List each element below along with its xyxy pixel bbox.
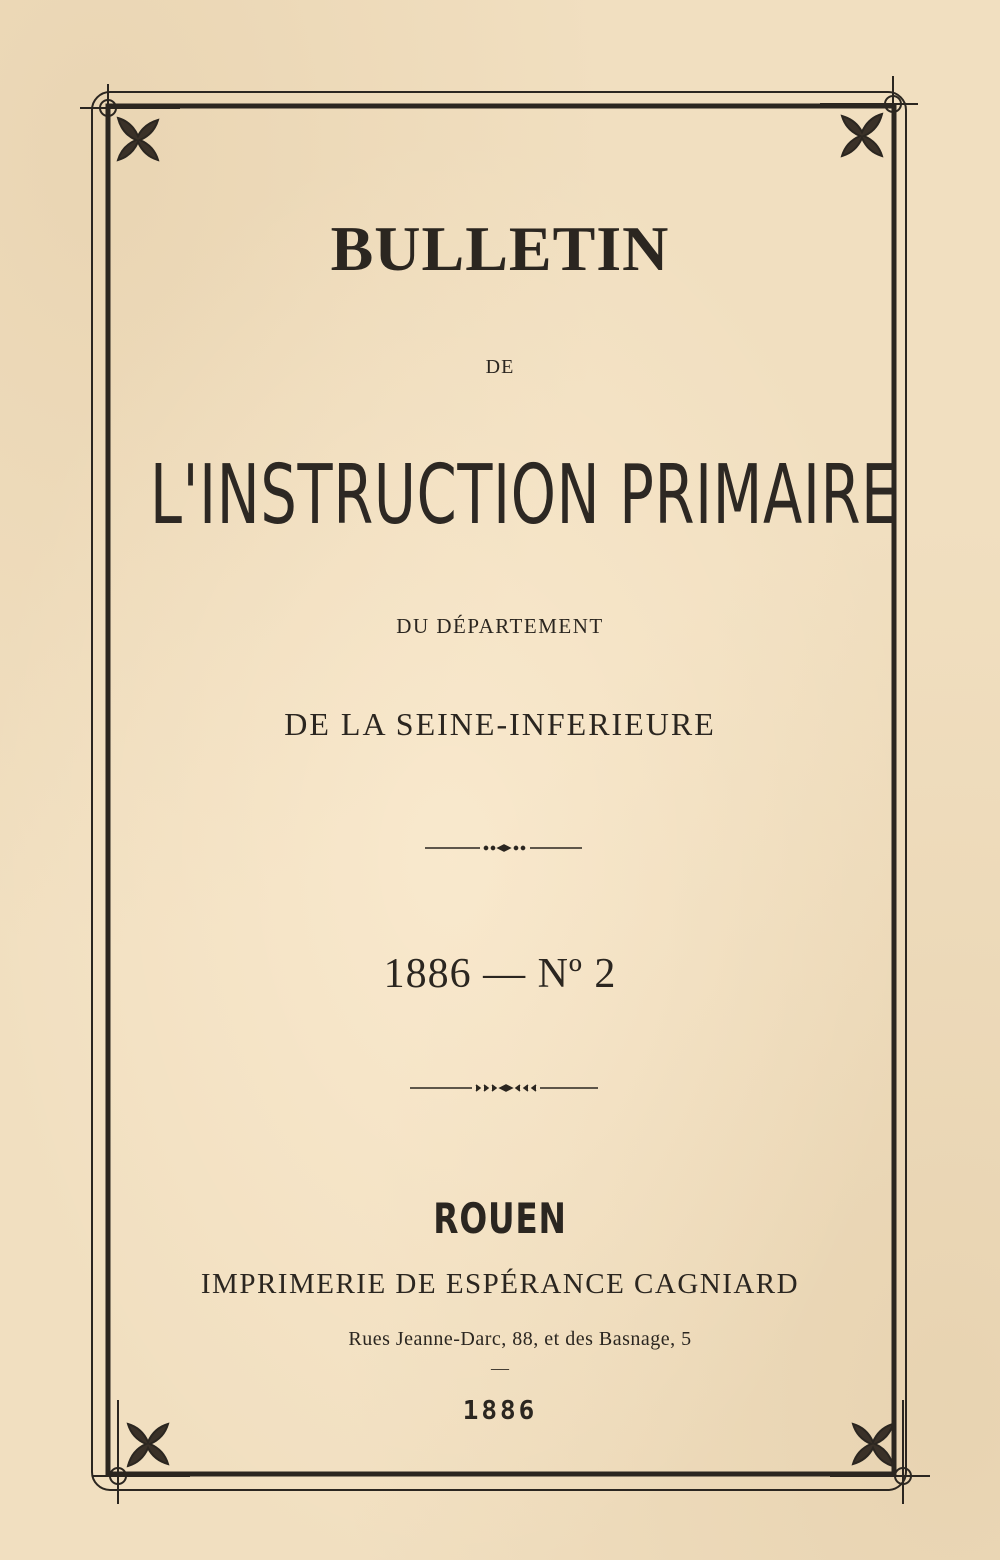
main-title: L'INSTRUCTION PRIMAIRE <box>150 448 899 543</box>
divider-ornament-upper <box>425 845 582 851</box>
divider-ornament-lower <box>410 1085 598 1091</box>
heading-bulletin: BULLETIN <box>330 213 670 284</box>
heading-preposition: DE <box>485 356 515 378</box>
issue-number: 1886 — Nº 2 <box>383 951 617 997</box>
printer-address: Rues Jeanne-Darc, 88, et des Basnage, 5 <box>348 1328 692 1350</box>
printer-name: IMPRIMERIE DE ESPÉRANCE CAGNIARD <box>200 1268 800 1300</box>
publication-year: 1886 <box>462 1396 538 1426</box>
publication-city: ROUEN <box>433 1194 567 1243</box>
region-line: DE LA SEINE-INFERIEURE <box>284 706 716 742</box>
department-line: DU DÉPARTEMENT <box>396 614 604 638</box>
short-dash-separator: — <box>491 1358 509 1378</box>
